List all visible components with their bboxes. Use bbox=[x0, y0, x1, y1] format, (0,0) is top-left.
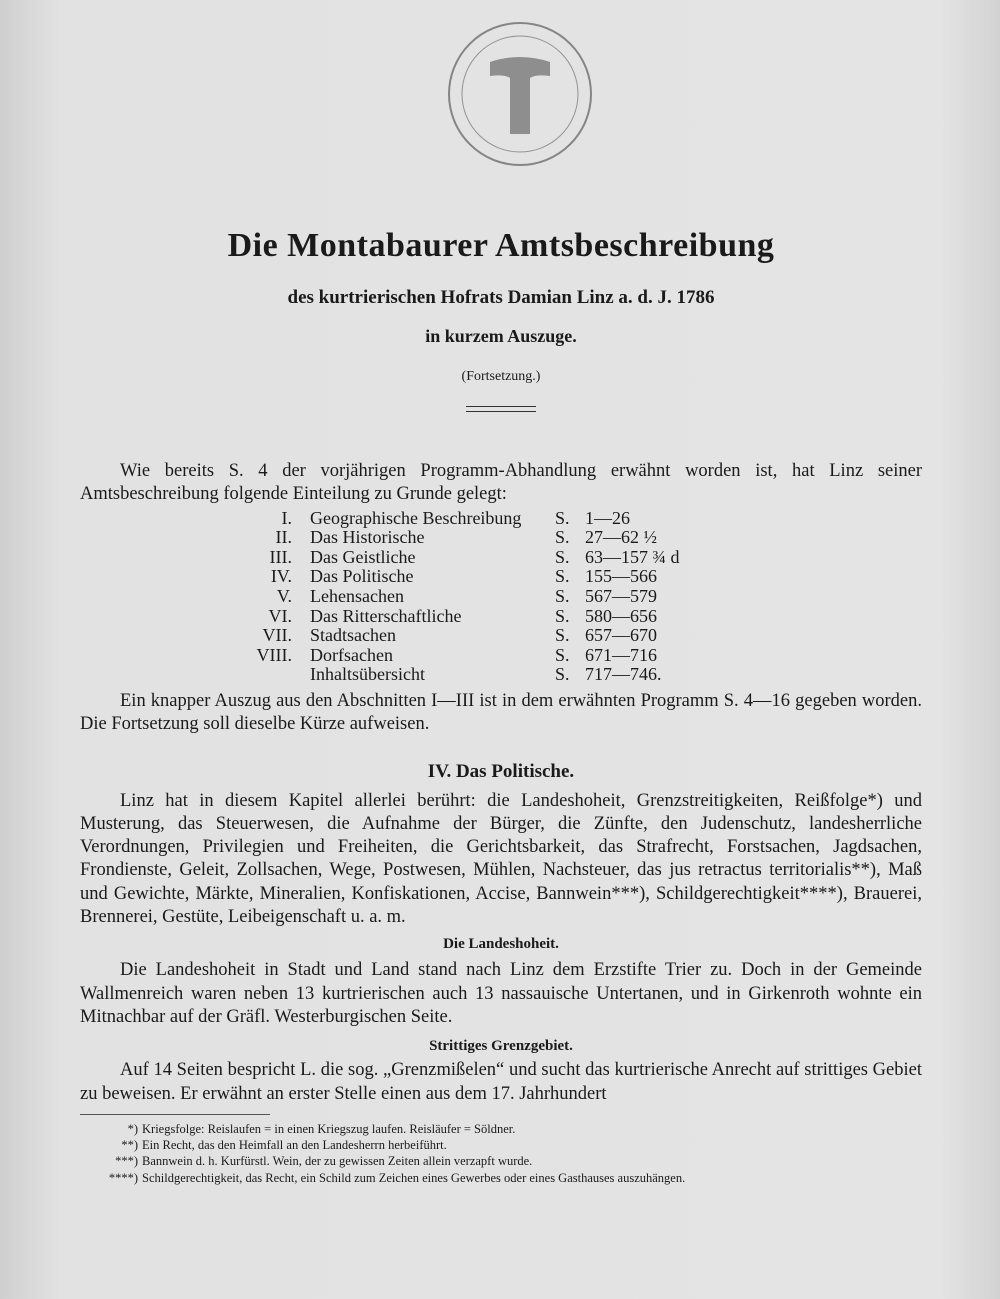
contents-row bbox=[230, 626, 680, 646]
footnote-text: Bannwein d. h. Kurfürstl. Wein, der zu gewissen Zeiten allein verzapft wurde. bbox=[142, 1154, 533, 1169]
section-name: Das Politische bbox=[310, 566, 414, 587]
grenzgebiet-paragraph: Auf 14 Seiten bespricht L. die sog. „Grenzmißelen“ und sucht das kurtrierische Anrecht auf strittiges Gebiet zu beweisen. Er erwähnt an erster Stelle einen aus dem 17. Jahrhundert bbox=[80, 1060, 922, 1104]
footnote-mark: **) bbox=[121, 1138, 138, 1153]
footnote bbox=[100, 1170, 922, 1186]
subsection-heading-grenzgebiet: Strittiges Grenzgebiet. bbox=[429, 1038, 573, 1055]
footnote-mark: ***) bbox=[115, 1154, 138, 1169]
contents-row bbox=[230, 528, 680, 548]
after-contents-paragraph: Ein knapper Auszug aus den Abschnitten I—III ist in dem erwähnten Programm S. 4—16 gegeben worden. Die Fortsetzung soll dieselbe Kürze aufweisen. bbox=[80, 690, 922, 735]
page-prefix: S. bbox=[555, 585, 570, 606]
section-number: VIII. bbox=[256, 644, 292, 665]
page-prefix: S. bbox=[555, 664, 570, 685]
section-number: II. bbox=[275, 527, 292, 548]
page-prefix: S. bbox=[555, 546, 570, 567]
page-range: 671—716 bbox=[585, 644, 657, 665]
page-range: 155—566 bbox=[585, 566, 657, 587]
section-number: III. bbox=[269, 546, 292, 567]
page-title: Die Montabaurer Amtsbeschreibung bbox=[227, 227, 775, 264]
page-prefix: S. bbox=[555, 605, 570, 626]
intro-paragraph: Wie bereits S. 4 der vorjährigen Programm-Abhandlung erwähnt worden ist, hat Linz seiner Amtsbeschreibung folgende Einteilung zu Grunde gelegt: bbox=[80, 461, 922, 505]
page-prefix: S. bbox=[555, 507, 570, 528]
footnote-rule bbox=[80, 1114, 270, 1115]
section-heading: IV. Das Politische. bbox=[427, 760, 575, 782]
footnote bbox=[100, 1121, 922, 1137]
section-name: Das Historische bbox=[310, 527, 425, 548]
contents-row bbox=[230, 665, 680, 685]
page-range: 580—656 bbox=[585, 605, 657, 626]
contents-table bbox=[230, 509, 680, 685]
contents-row bbox=[230, 587, 680, 607]
page-range: 657—670 bbox=[585, 625, 657, 646]
section-name: Das Ritterschaftliche bbox=[310, 605, 462, 626]
contents-row bbox=[230, 607, 680, 627]
page-prefix: S. bbox=[555, 527, 570, 548]
page-range: 63—157 ¾ d bbox=[585, 546, 680, 567]
section-number: V. bbox=[276, 585, 292, 606]
page-range: 27—62 ½ bbox=[585, 527, 657, 548]
section-name: Geographische Beschreibung bbox=[310, 507, 522, 528]
section-name: Lehensachen bbox=[310, 585, 404, 606]
footnote-text: Kriegsfolge: Reislaufen = in einen Kriegszug laufen. Reisläufer = Söldner. bbox=[142, 1121, 516, 1136]
section-name: Inhaltsübersicht bbox=[310, 664, 425, 685]
section-paragraph: Linz hat in diesem Kapitel allerlei berührt: die Landeshoheit, Grenzstreitigkeiten, Reißfolge*) und Musterung, das Steuerwesen, die Aufnahme der Bürger, die Zünfte, den Judenschutz, landesherrliche Verordnungen, Privilegien und Freiheiten, die Gerichtsbarkeit, das Strafrecht, Forstsachen, Jagdsachen, Frondienste, Geleit, Zollsachen, Wege, Postwesen, Mühlen, Nachsteuer, das jus retractus territorialis**), Maß und Gewichte, Märkte, Mineralien, Konfiskationen, Accise, Bannwein***), Schildgerechtigkeit****), Brauerei, Brennerei, Gestüte, Leibeigenschaft u. a. m. bbox=[80, 790, 922, 928]
contents-row bbox=[230, 646, 680, 666]
section-number: VI. bbox=[268, 605, 292, 626]
footnotes bbox=[100, 1121, 922, 1186]
page-range: 567—579 bbox=[585, 585, 657, 606]
page-range: 717—746. bbox=[585, 664, 662, 685]
section-name: Das Geistliche bbox=[310, 546, 416, 567]
continuation-note: (Fortsetzung.) bbox=[461, 369, 541, 384]
footnote bbox=[100, 1153, 922, 1169]
page-prefix: S. bbox=[555, 625, 570, 646]
contents-row bbox=[230, 509, 680, 529]
section-name: Stadtsachen bbox=[310, 625, 396, 646]
section-name: Dorfsachen bbox=[310, 644, 393, 665]
section-number: IV. bbox=[270, 566, 292, 587]
page-prefix: S. bbox=[555, 566, 570, 587]
page-range: 1—26 bbox=[585, 507, 630, 528]
footnote-mark: ****) bbox=[108, 1170, 138, 1185]
footnote-text: Schildgerechtigkeit, das Recht, ein Schild zum Zeichen eines Gewerbes oder eines Gasthauses auszuhängen. bbox=[142, 1170, 686, 1185]
footnote-mark: *) bbox=[127, 1121, 138, 1136]
subtitle-2: in kurzem Auszuge. bbox=[425, 326, 577, 346]
footnote bbox=[100, 1137, 922, 1153]
section-number: I. bbox=[281, 507, 292, 528]
section-number: VII. bbox=[262, 625, 292, 646]
double-rule-divider bbox=[466, 406, 536, 412]
footnote-text: Ein Recht, das den Heimfall an den Landesherrn herbeiführt. bbox=[142, 1138, 447, 1153]
landeshoheit-paragraph: Die Landeshoheit in Stadt und Land stand nach Linz dem Erzstifte Trier zu. Doch in der Gemeinde Wallmenreich waren neben 13 kurtrierischen auch 13 nassauische Untertanen, und in Girkenroth wohnte ein Mitnachbar auf der Gräfl. Westerburgischen Seite. bbox=[80, 960, 922, 1027]
subtitle: des kurtrierischen Hofrats Damian Linz a. d. J. 1786 bbox=[287, 287, 715, 308]
contents-row bbox=[230, 548, 680, 568]
page-prefix: S. bbox=[555, 644, 570, 665]
subsection-heading-landeshoheit: Die Landeshoheit. bbox=[443, 936, 559, 953]
contents-row bbox=[230, 567, 680, 587]
section-number bbox=[230, 665, 310, 685]
